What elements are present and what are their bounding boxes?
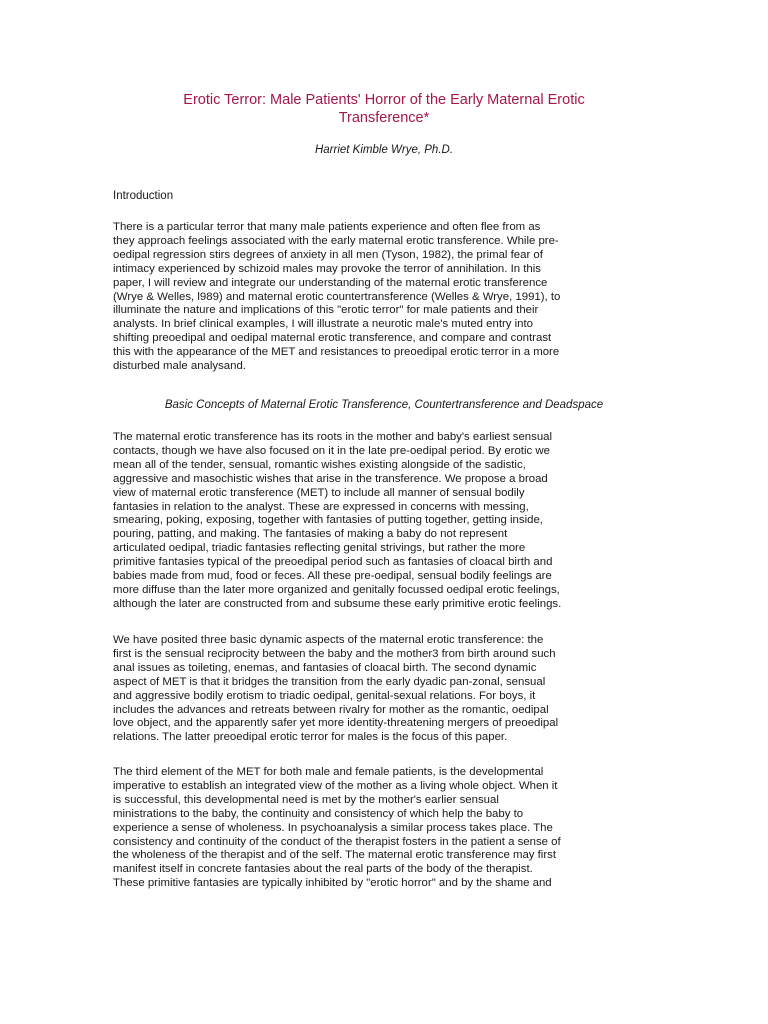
- paragraph-line: relations. The latter preoedipal erotic terror for males is the focus of this paper.: [113, 731, 508, 744]
- paragraph-line: illuminate the nature and implications of this "erotic terror" for male patients and their: [113, 304, 539, 317]
- title-line-1: Erotic Terror: Male Patients' Horror of the Early Maternal Erotic: [183, 92, 585, 108]
- author-byline: Harriet Kimble Wrye, Ph.D.: [314, 144, 454, 156]
- paragraph-line: imperative to establish an integrated view of the mother as a living whole object. When it: [113, 779, 558, 792]
- paragraph-line: disturbed male analysand.: [113, 360, 246, 373]
- paragraph-line: aspect of MET is that it bridges the transition from the early dyadic pan-zonal, sensual: [113, 675, 546, 688]
- paragraph-4: [113, 766, 655, 891]
- paragraph-line: is successful, this developmental need is met by the mother's earlier sensual: [113, 793, 499, 806]
- paragraph-line: includes the advances and retreats between rivalry for mother as the romantic, oedipal: [113, 703, 549, 716]
- paragraph-line: fantasies in relation to the analyst. These are expressed in concerns with messing,: [113, 500, 529, 513]
- paragraph-line: ministrations to the baby, the continuity and consistency of which help the baby to: [113, 807, 524, 820]
- paragraph-line: contacts, though we have also focused on it in the late pre-oedipal period. By erotic we: [113, 444, 550, 457]
- paragraph-line: These primitive fantasies are typically inhibited by "erotic horror" and by the shame and: [113, 877, 552, 890]
- paragraph-line: and aggressive bodily erotism to triadic oedipal, genital-sexual relations. For boys, it: [113, 689, 536, 702]
- paragraph-line: more diffuse than the later more organized and genitally focussed oedipal erotic feelings,: [113, 583, 560, 596]
- paragraph-line: the wholeness of the therapist and of the self. The maternal erotic transference may first: [113, 849, 556, 862]
- paragraph-line: view of maternal erotic transference (MET) to include all manner of sensual bodily: [113, 486, 525, 499]
- paragraph-line: paper, I will review and integrate our understanding of the maternal erotic transference: [113, 276, 548, 289]
- paragraph-line: The third element of the MET for both male and female patients, is the developmental: [113, 766, 544, 778]
- document-title: [113, 91, 655, 127]
- paragraph-line: There is a particular terror that many male patients experience and often flee from as: [113, 221, 541, 233]
- paragraph-1: [113, 221, 655, 374]
- paragraph-line: mean all of the tender, sensual, romantic wishes existing alongside of the sadistic,: [113, 458, 526, 471]
- subsection-heading: Basic Concepts of Maternal Erotic Transference, Countertransference and Deadspace: [164, 399, 604, 411]
- paragraph-line: analysts. In brief clinical examples, I will illustrate a neurotic male's muted entry into: [113, 318, 534, 331]
- paragraph-line: consistency and continuity of the conduct of the therapist fosters in the patient a sense of: [113, 835, 561, 848]
- paragraph-line: pouring, patting, and making. The fantasies of making a baby do not represent: [113, 528, 508, 541]
- paragraph-line: love object, and the apparently safer yet more identity-threatening mergers of preoedipal: [113, 717, 559, 730]
- paragraph-line: they approach feelings associated with the early maternal erotic transference. While pre-: [113, 234, 559, 247]
- paragraph-line: articulated oedipal, triadic fantasies reflecting genital strivings, but rather the more: [113, 542, 526, 555]
- title-line-2: Transference*: [338, 110, 430, 126]
- paragraph-line: oedipal regression stirs degrees of anxiety in all men (Tyson, 1982), the primal fear of: [113, 248, 543, 261]
- paragraph-line: first is the sensual reciprocity between the baby and the mother3 from birth around such: [113, 647, 556, 660]
- paragraph-line: anal issues as toileting, enemas, and fantasies of cloacal birth. The second dynamic: [113, 661, 537, 674]
- paragraph-line: this with the appearance of the MET and resistances to preoedipal erotic terror in a more: [113, 346, 560, 359]
- paragraph-2: [113, 431, 655, 612]
- paragraph-3: [113, 634, 655, 745]
- paragraph-line: aggressive and masochistic wishes that arise in the transference. We propose a broad: [113, 472, 548, 485]
- paragraph-line: although the later are constructed from and subsume these early primitive erotic feelings.: [113, 597, 562, 610]
- paragraph-line: primitive fantasies typical of the preoedipal period such as fantasies of cloacal birth and: [113, 556, 553, 569]
- paragraph-line: manifest itself in concrete fantasies about the real parts of the body of the therapist.: [113, 863, 533, 876]
- paragraph-line: babies made from mud, food or feces. All these pre-oedipal, sensual bodily feelings are: [113, 570, 552, 583]
- section-heading: Introduction: [113, 190, 174, 202]
- paragraph-line: (Wrye & Welles, l989) and maternal erotic countertransference (Welles & Wrye, 1991), to: [113, 290, 561, 303]
- paragraph-line: smearing, poking, exposing, together with fantasies of putting together, getting inside,: [113, 514, 543, 527]
- paragraph-line: The maternal erotic transference has its roots in the mother and baby's earliest sensual: [113, 431, 553, 443]
- paragraph-line: shifting preoedipal and oedipal maternal erotic transference, and compare and contrast: [113, 332, 552, 345]
- paragraph-line: We have posited three basic dynamic aspects of the maternal erotic transference: the: [113, 634, 544, 646]
- paragraph-line: experience a sense of wholeness. In psychoanalysis a similar process takes place. The: [113, 821, 553, 834]
- paragraph-line: intimacy experienced by schizoid males may provoke the terror of annihilation. In this: [113, 262, 541, 275]
